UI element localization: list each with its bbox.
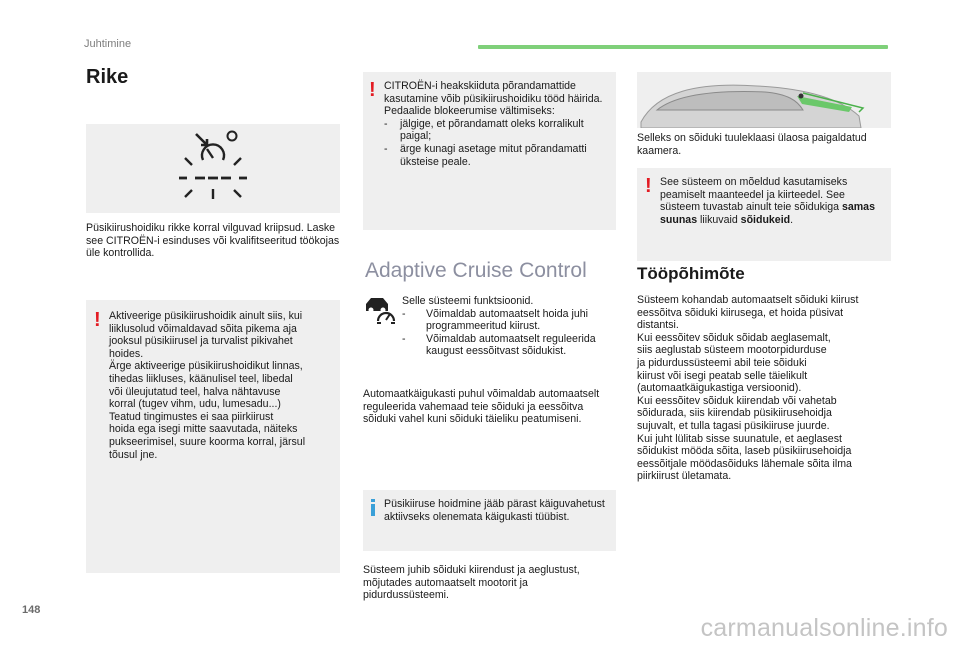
principle-line: ja pidurdussüsteemi abil teie sõiduki	[637, 356, 807, 369]
principle-line: piirkiirust ületamata.	[637, 470, 732, 483]
principle-line: kiirust või isegi peatab selle täielikult	[637, 369, 808, 382]
list-dash: -	[384, 142, 388, 155]
principle-line: eessõitva sõiduki kiirusega, et hoida püsivat	[637, 306, 844, 319]
list-item-text: ärge kunagi asetage mitut põrandamatti üksteise peale.	[400, 142, 587, 168]
rike-warning-line: Ärge aktiveerige püsikiirushoidikut linnas,	[109, 360, 303, 373]
fault-caption: Püsikiirushoidiku rikke korral vilguvad kriipsud. Laske see CITROËN-i esinduses või kvalifitseeritud töökojas üle kontrollida.	[86, 222, 340, 260]
rike-warning-line: tõusul jne.	[109, 448, 158, 461]
watermark: carmanualsonline.info	[700, 614, 948, 642]
list-item-text: Võimaldab automaatselt hoida juhi programmeeritud kiirust.	[426, 307, 588, 333]
list-dash: -	[384, 117, 388, 130]
rike-warning-line: hoida ega isegi mitte saavutada, näiteks	[109, 423, 298, 436]
camera-warning-text: See süsteem on mõeldud kasutamiseks peamiselt maanteedel ja kiirteedel. See süsteem tuvastab ainult teie sõidukiga	[660, 176, 848, 214]
section-title-acc: Adaptive Cruise Control	[365, 259, 587, 282]
list-dash: -	[402, 307, 406, 320]
list-item	[402, 308, 616, 333]
acc-info-panel	[363, 490, 616, 551]
principle-line: siis aeglustab süsteem mootorpidurduse	[637, 344, 827, 357]
list-item-text: jälgige, et põrandamatt oleks korralikult paigal;	[400, 117, 584, 143]
camera-warning-end: .	[790, 213, 794, 226]
principle-line: eessõitjale möödasõiduks lähemale sõita ilma	[637, 457, 852, 470]
principle-text	[637, 294, 893, 483]
chapter-title: Juhtimine	[84, 38, 132, 50]
pedal-warning-lead: Pedaalide blokeerumise vältimiseks:	[384, 105, 555, 118]
principle-line: sõidukist mööda sõita, laseb püsikiirusehoidja	[637, 445, 852, 458]
list-dash: -	[402, 332, 406, 345]
page-number: 148	[22, 604, 41, 616]
principle-line: Kui juht lülitab sisse suunatule, et aeglasest	[637, 432, 842, 445]
rike-warning-line: Teatud tingimustes ei saa piirkiirust	[109, 410, 274, 423]
speedometer-fault-icon	[86, 124, 340, 213]
list-item	[384, 143, 614, 168]
rike-warning-line: jooksul püsikiirusel ja turvalist pikivahet	[109, 335, 293, 348]
info-icon	[371, 499, 375, 516]
pedal-warning-intro: CITROËN-i heakskiiduta põrandamattide kasutamine võib püsikiirushoidiku tööd häirida.	[384, 80, 603, 105]
principle-line: Kui eessõitev sõiduk kiirendab või vahetab	[637, 394, 837, 407]
list-item-text: Võimaldab automaatselt reguleerida kaugust eessõitvast sõidukist.	[426, 332, 596, 358]
rike-warning-line: või üleujutatud teel, halva nähtavuse	[109, 385, 281, 398]
rike-warning-line: korral (tugev vihm, udu, lumesadu...)	[109, 398, 281, 411]
section-title-rike: Rike	[86, 66, 129, 88]
acc-system-text: Süsteem juhib sõiduki kiirendust ja aeglustust, mõjutades automaatselt mootorit ja pidurdussüsteemi.	[363, 564, 580, 602]
warning-exclamation-icon: !	[645, 175, 652, 197]
principle-line: Süsteem kohandab automaatselt sõiduki kiirust	[637, 294, 859, 306]
rike-warning-line: tihedas liikluses, käänulisel teel, libedal	[109, 372, 293, 385]
acc-functions-lead: Selle süsteemi funktsioonid.	[402, 295, 534, 307]
section-title-principle: Tööpõhimõte	[637, 264, 745, 283]
principle-line: sõidurada, siis kiirendab püsikiirusehoidja	[637, 407, 832, 420]
rike-warning-line: pukseerimisel, suure koorma korral, järsul	[109, 435, 306, 448]
adaptive-cruise-icon	[364, 295, 400, 325]
car-windshield-camera-icon	[637, 72, 891, 128]
warning-exclamation-icon: !	[369, 79, 376, 101]
pedal-warning-panel	[363, 72, 616, 230]
principle-line: (automaatkäigukastiga versioonid).	[637, 382, 802, 395]
list-item	[384, 118, 614, 143]
acc-info-text: Püsikiiruse hoidmine jääb pärast käiguvahetust aktiivseks olenemata käigukasti tüübist.	[384, 498, 605, 523]
rike-warning-line: hoides.	[109, 347, 144, 360]
rike-warning-line: Aktiveerige püsikiirushoidik ainult siis, kui	[109, 310, 303, 322]
camera-warning-bold-direction: samas suunas	[660, 201, 875, 226]
principle-line: sujuvalt, et tulla tagasi püsikiiruse juurde.	[637, 419, 830, 432]
fault-illustration-panel	[86, 124, 340, 213]
chapter-accent-bar	[478, 45, 888, 49]
camera-caption: Selleks on sõiduki tuuleklaasi ülaosa paigaldatud kaamera.	[637, 132, 867, 157]
camera-warning-panel	[637, 168, 891, 261]
camera-warning-bold-vehicles: sõidukeid	[740, 213, 791, 226]
acc-auto-text: Automaatkäigukasti puhul võimaldab automaatselt reguleerida vahemaad teie sõiduki ja eessõitva sõiduki vahel kuni sõiduki täieliku peatumiseni.	[363, 388, 600, 426]
rike-warning-panel	[86, 300, 340, 573]
camera-illustration-panel	[637, 72, 891, 128]
camera-warning-mid: liikuvaid	[697, 213, 741, 226]
list-item	[402, 333, 616, 358]
rike-warning-text	[109, 310, 335, 461]
principle-line: distantsi.	[637, 319, 679, 332]
rike-warning-line: liiklusolud võimaldavad sõita pikema aja	[109, 322, 297, 335]
principle-line: Kui eessõitev sõiduk sõidab aeglasemalt,	[637, 331, 831, 344]
warning-exclamation-icon: !	[94, 309, 101, 331]
